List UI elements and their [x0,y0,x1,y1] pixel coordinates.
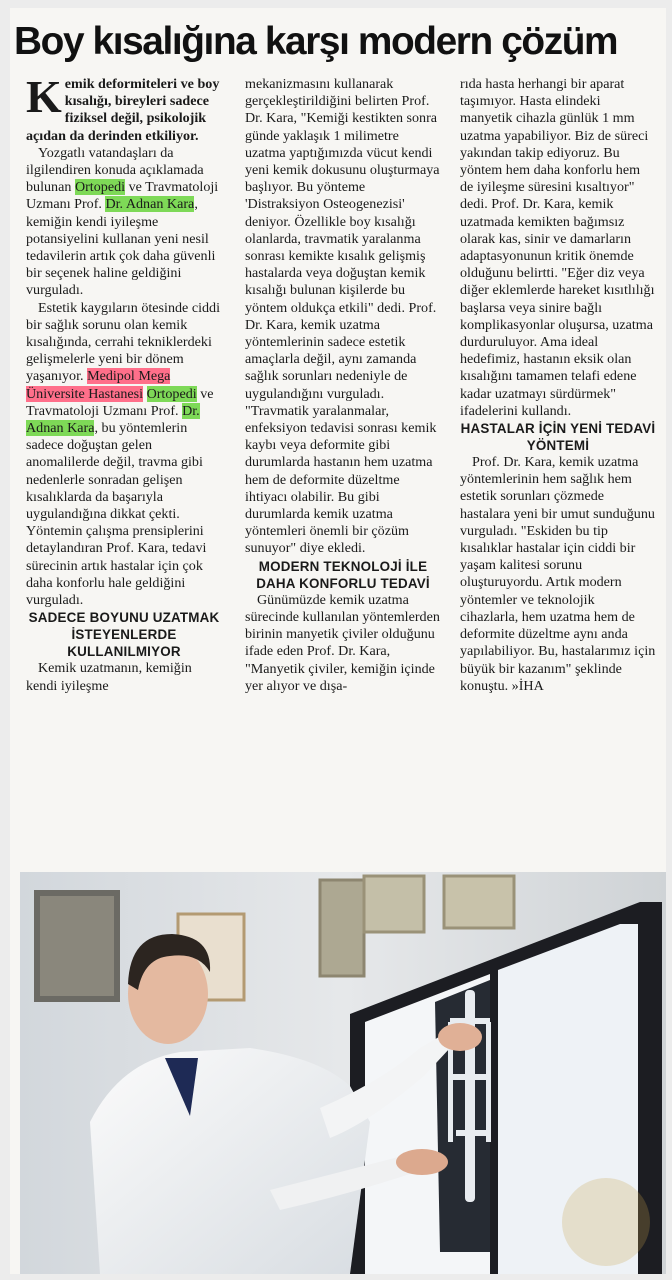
doctor-xray-illustration [20,872,666,1274]
body-paragraph: rıda hasta herhangi bir aparat taşımıyor. Hasta elindeki manyetik cihazla günlük 1 mm uzatma yapabiliyor. Biz de süreci yakından takip ediyoruz. Bu yöntem hem daha konforlu hem de iyileşme süresini kısaltıyor" dedi. Prof. Dr. Kara, kemik uzatmada kemikten bağımsız olarak kas, sinir ve damarların adaptasyonunun kritik önemde olduğunu belirtti. "Eğer diz veya diğer eklemlerde hareket kısıtlılığı başlarsa veya sinire bağlı komplikasyonlar oluşursa, uzatma durduruluyor. Ama ideal hedefimiz, hastanın eksik olan kısalığını tamamen telafi edene kadar uzatmayı sürdürmek" ifadelerini kullandı. [460,76,655,419]
doctor-hand [438,1023,482,1051]
article-column-1 [26,71,222,695]
article-column-3 [460,76,656,695]
doctor-hand [396,1149,448,1175]
article-headline: Boy kısalığına karşı modern çözüm [14,20,618,63]
doctor-coat [90,1048,370,1274]
body-paragraph: Prof. Dr. Kara, kemik uzatma yöntemlerinin hem sağlık hem estetik sorunları çözmede hastalara yeni bir umut sunduğunu vurguladı. "Eskiden bu tip kısalıklar hastalar için ciddi bir yaşam kalitesi sorunu oluşturuyordu. Artık modern yöntemler ve teknolojik cihazlarla, hem uzatma hem de deformite düzeltme aynı anda yapılabiliyor. Bu, hastalarımız için büyük bir kazanım" şeklinde konuştu. »İHA [460,454,656,694]
text-run: ve Travmatoloji Uzmanı Prof. [26,179,219,213]
text-run: Estetik kaygıların ötesinde ciddi bir sağlık sorunu olan kemik kısalığında, cerrahi tekniklerdeki gelişmelerle yeni bir dönem yaşanıyor. [26,299,221,385]
body-paragraph: Kemik uzatmanın, kemiğin kendi iyileşme [26,660,192,694]
subheading: SADECE BOYUNU UZATMAK İSTEYENLERDE KULLANILMIYOR [28,610,220,660]
highlight-name: Dr. Adnan Kara [105,196,195,213]
drop-cap: K [26,71,62,122]
highlight-name: Dr. Adnan Kara [26,402,200,437]
body-paragraph: mekanizmasını kullanarak gerçekleştirildiğini belirten Prof. Dr. Kara, "Kemiği kestikten sonra günde yaklaşık 1 milimetre uzatma yaptığımızda vücut kendi yeni kemik dokusunu oluşturmaya başlıyor. Bu yönteme 'Distraksiyon Osteogenezisi' deniyor. Özellikle boy kısalığı olanlarda, travmatik yaralanma sonrası kemikte kısalık gelişmiş hastalarda veya doğuştan kemik kısalığı bulunan kişilerde bu yöntem oldukça etkili" dedi. Prof. Dr. Kara, kemik uzatma yöntemlerinin sadece estetik amaçlarla değil, aynı zamanda sağlık sorunları nedeniyle de uygulandığını vurguladı. "Travmatik yaralanmalar, enfeksiyon tedavisi sonrası kemik kaybı veya deformite gibi durumlarda hastanın hem uzatma hem de deformite düzeltme ihtiyacı olabilir. Bu gibi durumlarda kemik uzatma yöntemleri önemli bir çözüm sunuyor" diye ekledi. [245,76,440,557]
highlight-term: Ortopedi [146,385,197,402]
text-run: ve Travmatoloji Uzmanı Prof. [26,385,214,419]
article-photo [20,872,666,1274]
text-run: , bu yöntemlerin sadece doğuştan gelen anomalilerde değil, travma gibi nedenlerle sonradan gelişen kısalıklarda da başarıyla uygulandığına dikkat çekti. Yöntemin çalışma prensiplerini detaylandıran Prof. Kara, tedavi sürecinin artık hastalar için çok daha konforlu hale geldiğini vurguladı. [26,420,207,609]
body-paragraph [26,300,222,610]
framed-diploma [320,880,364,976]
body-paragraph: Günümüzde kemik uzatma sürecinde kullanılan yöntemlerden birinin manyetik çiviler olduğunu ifade eden Prof. Dr. Kara, "Manyetik çiviler, kemiğin içinde yer alıyor ve dışa- [245,591,440,694]
lead-text: emik deformiteleri ve boy kısalığı, bireyleri sadece fiziksel değil, psikolojik açıdan da derinden etkiliyor. [26,76,220,144]
subheading: MODERN TEKNOLOJİ İLE DAHA KONFORLU TEDAVİ [256,558,430,591]
text-run: Yozgatlı vatandaşları da ilgilendiren konuda açıklamada bulunan [26,144,204,196]
lead-paragraph [26,71,222,145]
text-run: , kemiğin kendi iyileşme potansiyelini kullanan yeni nesil tedavilerin artık çok daha güvenli bir seçenek haline geldiğini vurguladı. [26,196,216,299]
body-paragraph [26,145,222,300]
subheading: HASTALAR İÇİN YENİ TEDAVİ YÖNTEMİ [460,421,656,454]
highlight-term: Ortopedi [74,179,126,196]
article-column-2 [245,76,441,695]
highlight-hospital: Medipol Mega Üniversite Hastanesi [26,368,171,402]
